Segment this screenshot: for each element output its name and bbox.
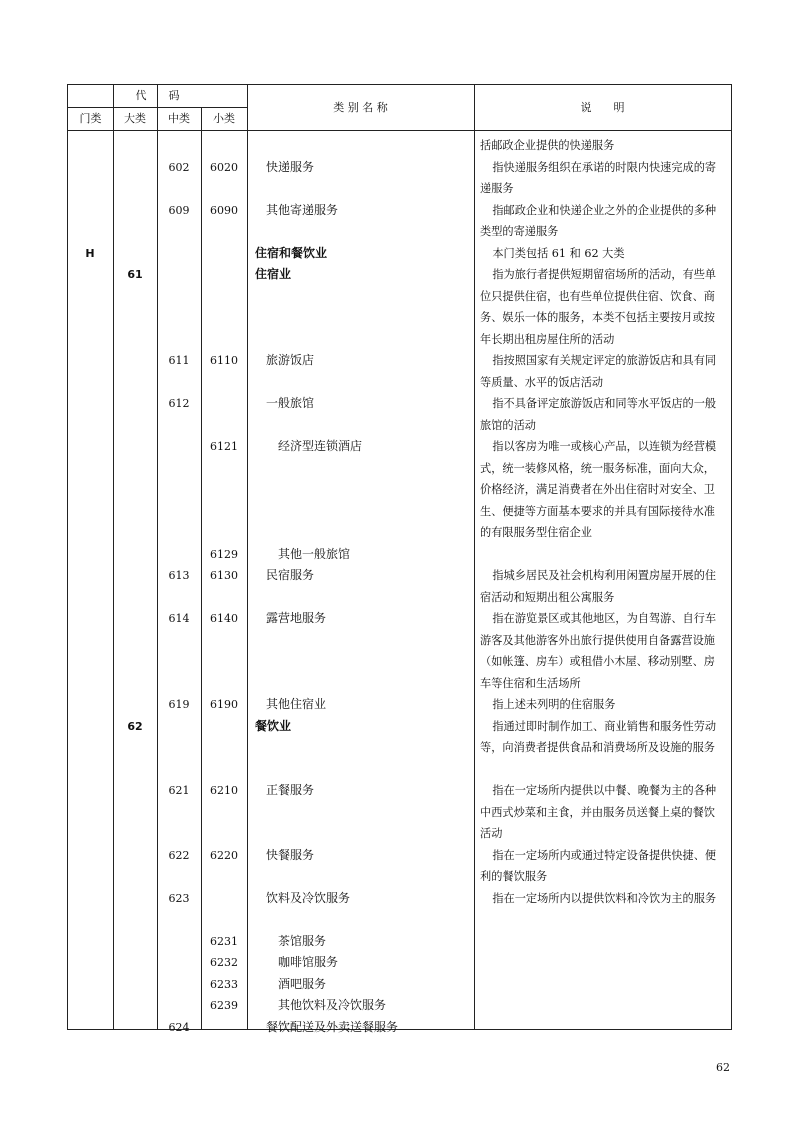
category-name: 咖啡馆服务 [278,955,339,969]
xiao-code: 6090 [210,203,238,217]
category-name: 快餐服务 [266,847,315,862]
page-number: 62 [716,1061,730,1074]
category-name: 旅游饭店 [266,353,315,367]
header-zhong: 中类 [168,112,190,125]
category-description: 指在一定场所内以提供饮料和冷饮为主的服务 [492,891,717,905]
header-code: 代 码 [135,89,180,102]
category-name: 经济型连锁酒店 [278,439,363,453]
zhong-code: 622 [168,848,190,862]
category-description: 指邮政企业和快递企业之外的企业提供的多种类型的寄递服务 [480,203,717,238]
category-description: 指在一定场所内或通过特定设备提供快捷、便利的餐饮服务 [480,848,717,883]
zhong-code: 602 [168,160,190,174]
zhong-code: 612 [168,397,190,410]
category-name: 一般旅馆 [266,396,315,410]
category-name: 露营地服务 [266,611,327,625]
category-name: 茶馆服务 [278,933,327,948]
xiao-code: 6130 [210,569,238,582]
category-description: 指城乡居民及社会机构利用闲置房屋开展的住宿活动和短期出租公寓服务 [480,569,717,604]
category-description: 指在一定场所内提供以中餐、晚餐为主的各种中西式炒菜和主食，并由服务员送餐上桌的餐饮活动 [480,784,717,840]
category-name: 饮料及冷饮服务 [266,890,351,905]
xiao-code: 6232 [210,956,238,969]
xiao-code: 6110 [210,354,238,367]
header-name: 类 别 名 称 [333,101,388,114]
men-code: H [85,246,95,260]
category-name: 快递服务 [266,159,315,174]
category-name: 其他饮料及冷饮服务 [278,998,387,1012]
category-name: 民宿服务 [266,568,315,582]
xiao-code: 6233 [210,977,238,991]
category-name: 餐饮配送及外卖送餐服务 [266,1019,399,1034]
category-name: 酒吧服务 [278,976,327,991]
xiao-code: 6129 [210,547,238,561]
zhong-code: 621 [168,784,190,797]
zhong-code: 611 [168,354,190,367]
da-code: 61 [127,268,143,281]
category-description: 指在游览景区或其他地区，为自驾游、自行车游客及其他游客外出旅行提供使用自备露营设施（如帐篷、房车）或租借小木屋、移动别墅、房车等住宿和生活场所 [480,612,717,690]
col-divider [113,85,114,1029]
category-name: 正餐服务 [266,783,315,797]
zhong-code: 613 [168,569,190,582]
zhong-code: 614 [168,612,190,625]
header-bottom-rule [68,130,731,131]
header-divider [68,107,247,108]
category-name: 住宿业 [255,267,292,281]
category-description: 指不具备评定旅游饭店和同等水平饭店的一般旅馆的活动 [480,397,717,432]
da-code: 62 [127,719,143,733]
category-description: 本门类包括 61 和 62 大类 [492,246,625,260]
category-description: 指以客房为唯一或核心产品，以连锁为经营模式，统一装修风格，统一服务标准，面向大众，价格经济，满足消费者在外出住宿时对安全、卫生、便捷等方面基本要求的并具有国际接待水准的有限服务型住宿企业 [480,440,717,539]
xiao-code: 6121 [210,440,238,453]
category-description: 指通过即时制作加工、商业销售和服务性劳动等，向消费者提供食品和消费场所及设施的服务 [480,719,717,754]
xiao-code: 6190 [210,698,238,711]
xiao-code: 6231 [210,934,238,948]
col-divider [247,85,248,1029]
xiao-code: 6239 [210,999,238,1012]
header-desc: 说 明 [580,101,625,114]
zhong-code: 609 [168,203,190,217]
category-name: 其他一般旅馆 [278,546,351,561]
xiao-code: 6210 [210,784,238,797]
category-name: 其他寄递服务 [266,202,339,217]
zhong-code: 619 [168,698,190,711]
xiao-code: 6020 [210,160,238,174]
header-da: 大类 [124,112,146,125]
xiao-code: 6220 [210,848,238,862]
category-description: 指快递服务组织在承诺的时限内快速完成的寄递服务 [480,160,717,195]
category-description: 指为旅行者提供短期留宿场所的活动，有些单位只提供住宿，也有些单位提供住宿、饮食、商务、娱乐一体的服务，本类不包括主要按月或按年长期出租房屋住所的活动 [480,268,717,346]
header-xiao: 小类 [213,112,235,125]
category-description: 括邮政企业提供的快递服务 [480,139,615,152]
zhong-code: 624 [168,1020,190,1034]
category-name: 其他住宿业 [266,697,327,711]
category-name: 餐饮业 [255,718,292,733]
category-description: 指按照国家有关规定评定的旅游饭店和具有同等质量、水平的饭店活动 [480,354,717,389]
category-name: 住宿和餐饮业 [255,245,328,260]
xiao-code: 6140 [210,612,238,625]
zhong-code: 623 [168,891,190,905]
category-description: 指上述未列明的住宿服务 [492,698,616,711]
header-men: 门类 [79,112,102,125]
